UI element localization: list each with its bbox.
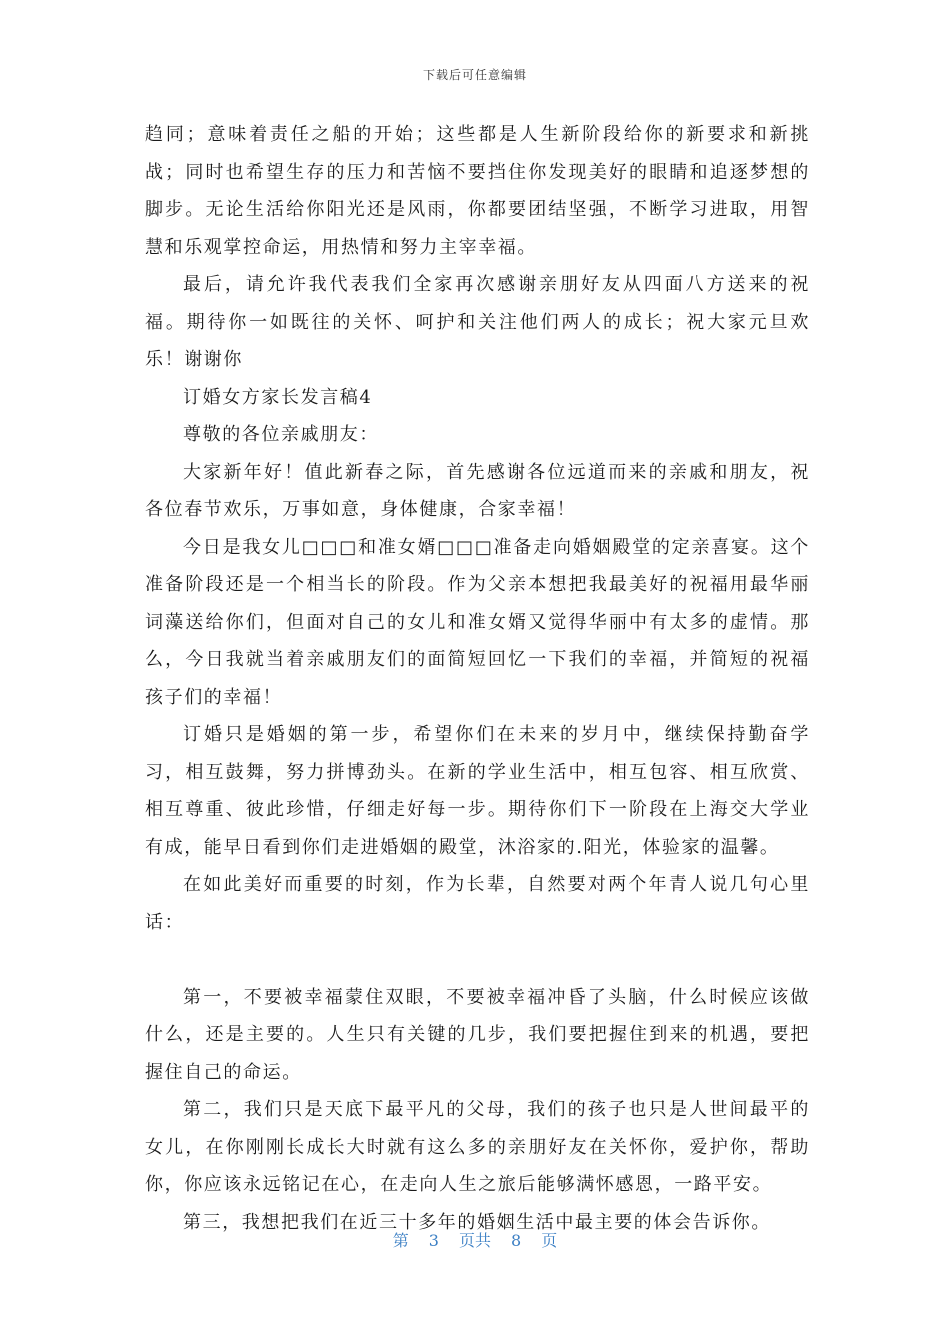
footer-middle: 页共: [458, 1231, 491, 1250]
page-header: 下载后可任意编辑: [422, 68, 527, 82]
blank-line: [145, 941, 810, 979]
paragraph: 第一，不要被幸福蒙住双眼，不要被幸福冲昏了头脑，什么时候应该做什么，还是主要的。人生只有关键的几步，我们要把握住到来的机遇，要把握住自己的命运。: [145, 986, 810, 1083]
salutation: 尊敬的各位亲戚朋友：: [183, 424, 379, 445]
paragraph: 订婚只是婚姻的第一步，希望你们在未来的岁月中，继续保持勤奋学习，相互鼓舞，努力拼博劲头。在新的学业生活中，相互包容、相互欣赏、相互尊重、彼此珍惜，仔细走好每一步。期待你们下一阶段在上海交大学业有成，能早日看到你们走进婚姻的殿堂，沐浴家的.阳光，体验家的温馨。: [145, 724, 810, 858]
footer-total-pages: 8: [511, 1231, 522, 1250]
paragraph: 最后，请允许我代表我们全家再次感谢亲朋好友从四面八方送来的祝福。期待你一如既往的关怀、呵护和关注他们两人的成长；祝大家元旦欢乐！谢谢你: [145, 274, 810, 370]
footer-prefix: 第: [392, 1231, 409, 1250]
footer-page-number: 3: [428, 1231, 439, 1250]
page-footer: [0, 1228, 950, 1251]
paragraph: 第二，我们只是天底下最平凡的父母，我们的孩子也只是人世间最平的女儿，在你刚刚长成长大时就有这么多的亲朋好友在关怀你，爱护你，帮助你，你应该永远铭记在心，在走向人生之旅后能够满怀感恩，一路平安。: [145, 1099, 810, 1195]
footer-suffix: 页: [541, 1231, 558, 1250]
paragraph: 在如此美好而重要的时刻，作为长辈，自然要对两个年青人说几句心里话：: [145, 874, 810, 933]
paragraph: 今日是我女儿□□□和准女婿□□□准备走向婚姻殿堂的定亲喜宴。这个准备阶段还是一个相当长的阶段。作为父亲本想把我最美好的祝福用最华丽词藻送给你们，但面对自己的女儿和准女婿又觉得华丽中有太多的虚情。那么，今日我就当着亲戚朋友们的面简短回忆一下我们的幸福，并简短的祝福孩子们的幸福！: [145, 536, 810, 708]
paragraph: 大家新年好！值此新春之际，首先感谢各位远道而来的亲戚和朋友，祝各位春节欢乐，万事如意，身体健康，合家幸福！: [145, 461, 810, 520]
section-title: 订婚女方家长发言稿4: [183, 386, 373, 408]
paragraph: 趋同；意味着责任之船的开始；这些都是人生新阶段给你的新要求和新挑战；同时也希望生存的压力和苦恼不要挡住你发现美好的眼睛和追逐梦想的脚步。无论生活给你阳光还是风雨，你都要团结坚强，不断学习进取，用智慧和乐观掌控命运，用热情和努力主宰幸福。: [145, 124, 810, 258]
paragraph: 第三，我想把我们在近三十多年的婚姻生活中最主要的体会告诉你。: [183, 1211, 771, 1233]
document-body: [145, 116, 810, 1241]
